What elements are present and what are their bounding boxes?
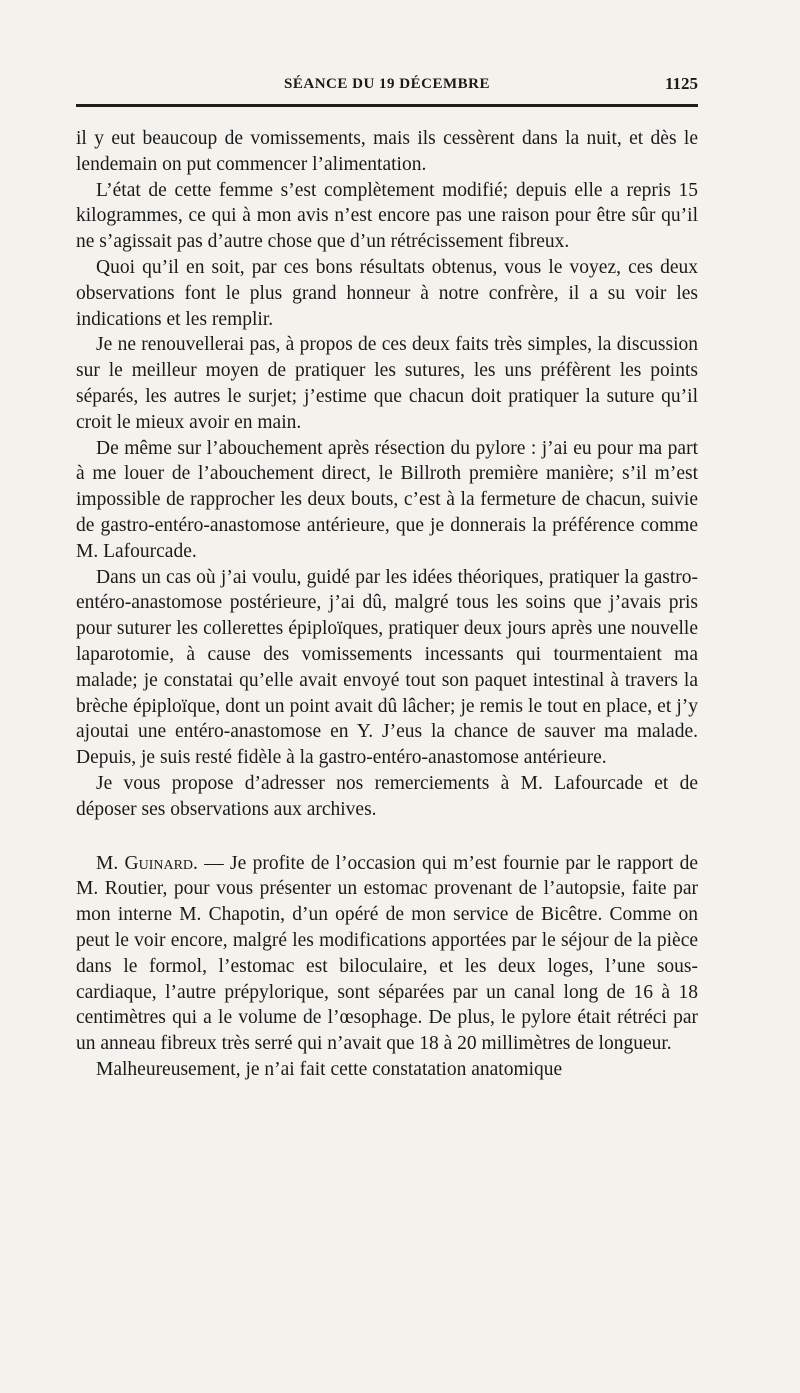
paragraph-7: Je vous propose d’adresser nos remerciements à M. Lafourcade et de déposer ses observations aux archives. bbox=[76, 772, 698, 820]
body-text bbox=[76, 126, 698, 1083]
speaker-paragraph bbox=[76, 851, 698, 1057]
paragraph-4: Je ne renouvellerai pas, à propos de ces deux faits très simples, la discussion sur le meilleur moyen de pratiquer les sutures, les uns préfèrent les points séparés, les autres le surjet; j’estime que chacun doit pratiquer la suture qu’il croit le mieux avoir en main. bbox=[76, 334, 698, 433]
paragraph-3: Quoi qu’il en soit, par ces bons résultats obtenus, vous le voyez, ces deux observations font le plus grand honneur à notre confrère, il a su voir les indications et les remplir. bbox=[76, 256, 698, 330]
running-header bbox=[76, 72, 698, 100]
page-number: 1125 bbox=[664, 74, 698, 93]
speaker-text: Je profite de l’occasion qui m’est fournie par le rapport de M. Routier, pour vous présenter un estomac provenant de l’autopsie, faite par mon interne M. Chapotin, d’un opéré de mon service de Bicêtre. Comme on peut le voir encore, malgré les modifications apportées par le séjour de la pièce dans le formol, l’estomac est biloculaire, et les deux loges, l’une sous-cardiaque, l’autre prépylorique, sont séparées par un canal long de 16 à 18 centimètres qui a le volume de l’œsophage. De plus, le pylore était rétréci par un anneau fibreux très serré qui n’avait que 18 à 20 millimètres de longueur. bbox=[76, 852, 699, 1055]
paragraph-2: L’état de cette femme s’est complètement modifié; depuis elle a repris 15 kilogrammes, ce qui à mon avis n’est encore pas une raison pour être sûr qu’il ne s’agissait pas d’autre chose que d’un rétrécissement fibreux. bbox=[76, 179, 698, 253]
paragraph-5: De même sur l’abouchement après résection du pylore : j’ai eu pour ma part à me louer de l’abouchement direct, le Billroth première manière; s’il m’est impossible de rapprocher les deux bouts, c’est à la fermeture de chacun, suivie de gastro-entéro-anastomose antérieure, que je donnerais la préférence comme M. Lafourcade. bbox=[76, 437, 698, 562]
final-paragraph: Malheureusement, je n’ai fait cette constatation anatomique bbox=[96, 1058, 563, 1080]
header-rule bbox=[76, 104, 698, 107]
speaker-dash: — bbox=[197, 852, 231, 874]
paragraph-1: il y eut beaucoup de vomissements, mais ils cessèrent dans la nuit, et dès le lendemain on put commencer l’alimentation. bbox=[76, 128, 698, 175]
speaker-name: M. Guinard. bbox=[96, 852, 198, 874]
header-title: SÉANCE DU 19 DÉCEMBRE bbox=[284, 76, 490, 92]
paragraph-6: Dans un cas où j’ai voulu, guidé par les idées théoriques, pratiquer la gastro-entéro-anastomose postérieure, j’ai dû, malgré tous les soins que j’avais pris pour suturer les collerettes épiploïques, pratiquer deux jours après une nouvelle laparotomie, à cause des vomissements incessants qui tourmentaient ma malade; je constatai qu’elle avait envoyé tout son paquet intestinal à travers la brèche épiploïque, dont un point avait dû lâcher; je remis le tout en place, et j’y ajoutai une entéro-anastomose en Y. J’eus la chance de sauver ma malade. Depuis, je suis resté fidèle à la gastro-entéro-anastomose antérieure. bbox=[76, 566, 698, 769]
